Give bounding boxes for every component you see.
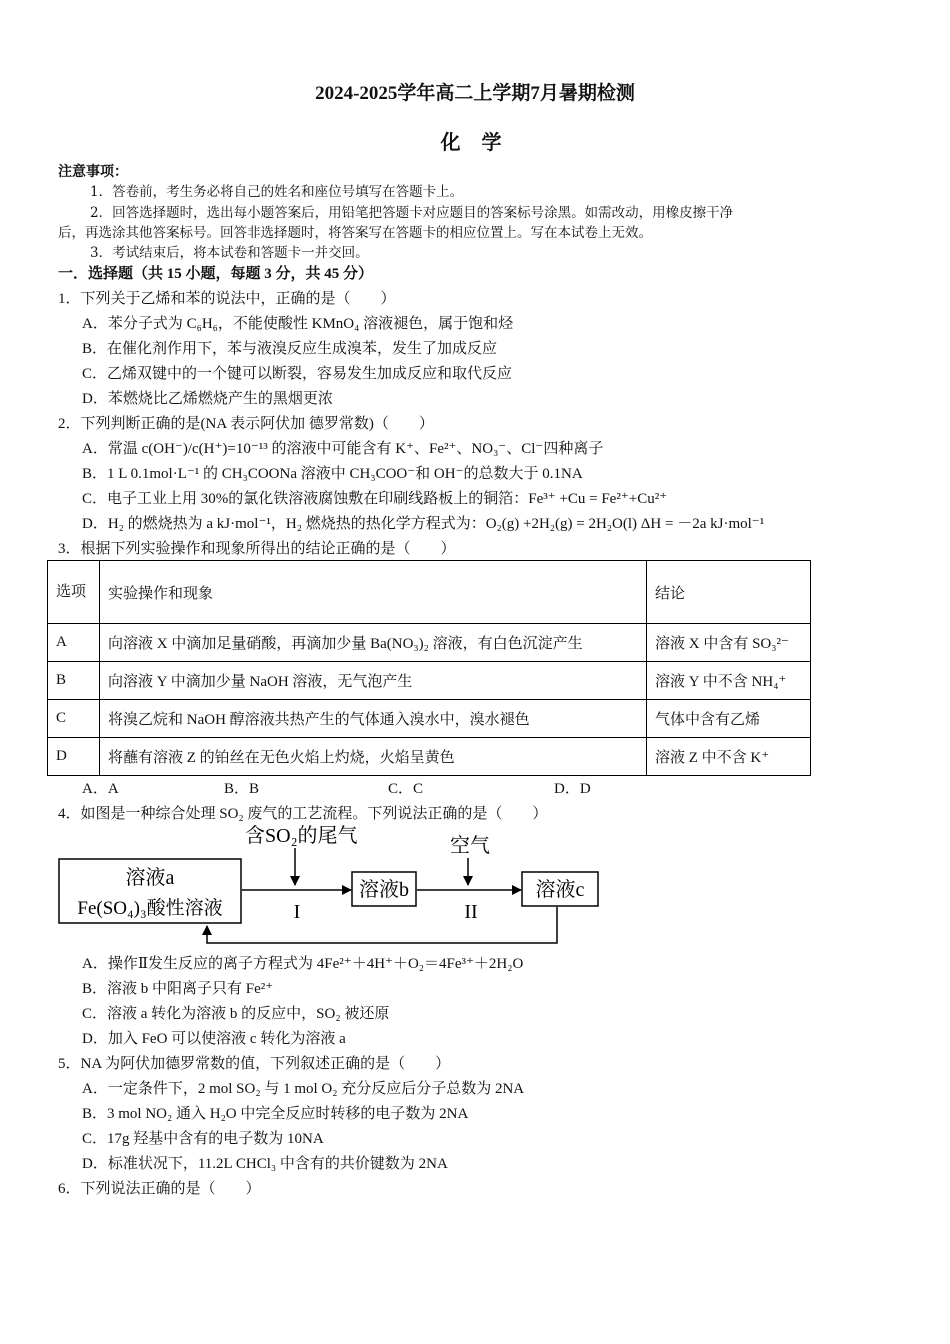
notice-heading: 注意事项： (58, 165, 128, 180)
table-cell-operation: 向溶液 Y 中滴加少量 NaOH 溶液，无气泡产生 (100, 662, 647, 700)
table-cell-option: C (48, 700, 100, 738)
table-row (48, 624, 811, 662)
solution-c-label: 溶液c (535, 879, 585, 901)
solution-a-label: 溶液a (125, 867, 175, 889)
table-cell-conclusion: 溶液 Z 中不含 K⁺ (647, 738, 811, 776)
question-2-option-c: C．电子工业上用 30%的氯化铁溶液腐蚀敷在印刷线路板上的铜箔：Fe³⁺ +Cu = Fe²⁺+Cu²⁺ (82, 491, 668, 507)
table-row (48, 700, 811, 738)
question-4-option-d: D．加入 FeO 可以使溶液 c 转化为溶液 a (82, 1031, 346, 1047)
question-1-option-b: B．在催化剂作用下，苯与液溴反应生成溴苯，发生了加成反应 (82, 341, 498, 357)
table-cell-operation: 将蘸有溶液 Z 的铂丝在无色火焰上灼烧，火焰呈黄色 (100, 738, 647, 776)
table-header-row (48, 561, 811, 624)
section-heading: 一．选择题（共 15 小题，每题 3 分，共 45 分） (58, 266, 374, 282)
arrow-c-to-a (207, 907, 557, 943)
question-4-option-a: A．操作Ⅱ发生反应的离子方程式为 4Fe²⁺＋4H⁺＋O₂＝4Fe³⁺＋2H₂O (82, 956, 524, 972)
question-3-choice-c: C．C (388, 781, 424, 797)
question-4-option-b: B．溶液 b 中阳离子只有 Fe²⁺ (82, 981, 274, 997)
process-flow-diagram (55, 822, 615, 952)
notice-item-3: 3．考试结束后，将本试卷和答题卡一并交回。 (90, 245, 369, 261)
question-2-option-b: B．1 L 0.1mol·L⁻¹ 的 CH₃COONa 溶液中 CH₃COO⁻和 OH⁻的总数大于 0.1NA (82, 466, 583, 482)
table-header-conclusion: 结论 (647, 561, 811, 624)
table-header-operation: 实验操作和现象 (100, 561, 647, 624)
table-cell-conclusion: 气体中含有乙烯 (647, 700, 811, 738)
air-input-label: 空气 (450, 835, 490, 857)
notice-item-2-cont: 后，再选涂其他答案标号。回答非选择题时，将答案写在答题卡的相应位置上。写在本试卷上无效。 (58, 225, 652, 241)
question-1-option-a: A．苯分子式为 C₆H₆，不能使酸性 KMnO₄ 溶液褪色，属于饱和烃 (82, 316, 514, 332)
question-4-option-c: C．溶液 a 转化为溶液 b 的反应中，SO₂ 被还原 (82, 1006, 390, 1022)
step-2-label: II (464, 901, 478, 923)
table-cell-conclusion: 溶液 X 中含有 SO₃²⁻ (647, 624, 811, 662)
question-5-option-d: D．标准状况下，11.2L CHCl₃ 中含有的共价键数为 2NA (82, 1156, 448, 1172)
question-2-stem: 2．下列判断正确的是(NA 表示阿伏加 德罗常数)（ ） (58, 416, 434, 432)
question-1-option-c: C．乙烯双键中的一个键可以断裂，容易发生加成反应和取代反应 (82, 366, 513, 382)
table-cell-option: B (48, 662, 100, 700)
question-3-table (47, 560, 811, 776)
question-3-choice-a: A．A (82, 781, 119, 797)
question-3-choice-b: B．B (224, 781, 260, 797)
question-1-stem: 1．下列关于乙烯和苯的说法中，正确的是（ ） (58, 291, 396, 307)
table-cell-option: D (48, 738, 100, 776)
question-3-stem: 3．根据下列实验操作和现象所得出的结论正确的是（ ） (58, 541, 456, 557)
table-cell-conclusion: 溶液 Y 中不含 NH₄⁺ (647, 662, 811, 700)
question-5-option-c: C．17g 羟基中含有的电子数为 10NA (82, 1131, 324, 1147)
question-2-option-a: A．常温 c(OH⁻)/c(H⁺)=10⁻¹³ 的溶液中可能含有 K⁺、Fe²⁺、NO₃⁻、Cl⁻四种离子 (82, 441, 604, 457)
solution-b-label: 溶液b (359, 879, 409, 901)
question-5-stem: 5．NA 为阿伏加德罗常数的值，下列叙述正确的是（ ） (58, 1056, 451, 1072)
table-row (48, 738, 811, 776)
notice-item-2: 2．回答选择题时，选出每小题答案后，用铅笔把答题卡对应题目的答案标号涂黑。如需改动，用橡皮擦干净 (90, 205, 734, 221)
question-4-stem: 4．如图是一种综合处理 SO₂ 废气的工艺流程。下列说法正确的是（ ） (58, 806, 548, 822)
question-1-option-d: D．苯燃烧比乙烯燃烧产生的黑烟更浓 (82, 391, 333, 407)
question-2-option-d: D．H₂ 的燃烧热为 a kJ·mol⁻¹，H₂ 燃烧热的热化学方程式为：O₂(g) +2H₂(g) = 2H₂O(l) ΔH = －2a kJ·mol⁻¹ (82, 516, 765, 532)
table-row (48, 662, 811, 700)
table-header-option: 选项 (48, 561, 100, 624)
subject-title: 化 学 (440, 132, 510, 154)
table-cell-operation: 将溴乙烷和 NaOH 醇溶液共热产生的气体通入溴水中，溴水褪色 (100, 700, 647, 738)
gas-input-label: 含SO₂的尾气 (245, 825, 358, 847)
question-5-option-a: A．一定条件下，2 mol SO₂ 与 1 mol O₂ 充分反应后分子总数为 2NA (82, 1081, 525, 1097)
table-cell-option: A (48, 624, 100, 662)
notice-item-1: 1．答卷前，考生务必将自己的姓名和座位号填写在答题卡上。 (90, 184, 464, 200)
page-title: 2024-2025学年高二上学期7月暑期检测 (315, 83, 635, 104)
question-3-choice-d: D．D (554, 781, 591, 797)
question-5-option-b: B．3 mol NO₂ 通入 H₂O 中完全反应时转移的电子数为 2NA (82, 1106, 469, 1122)
question-6-stem: 6．下列说法正确的是（ ） (58, 1181, 261, 1197)
step-1-label: I (293, 901, 301, 923)
solution-a-desc: Fe(SO₄)₃酸性溶液 (77, 898, 223, 919)
table-cell-operation: 向溶液 X 中滴加足量硝酸，再滴加少量 Ba(NO₃)₂ 溶液，有白色沉淀产生 (100, 624, 647, 662)
